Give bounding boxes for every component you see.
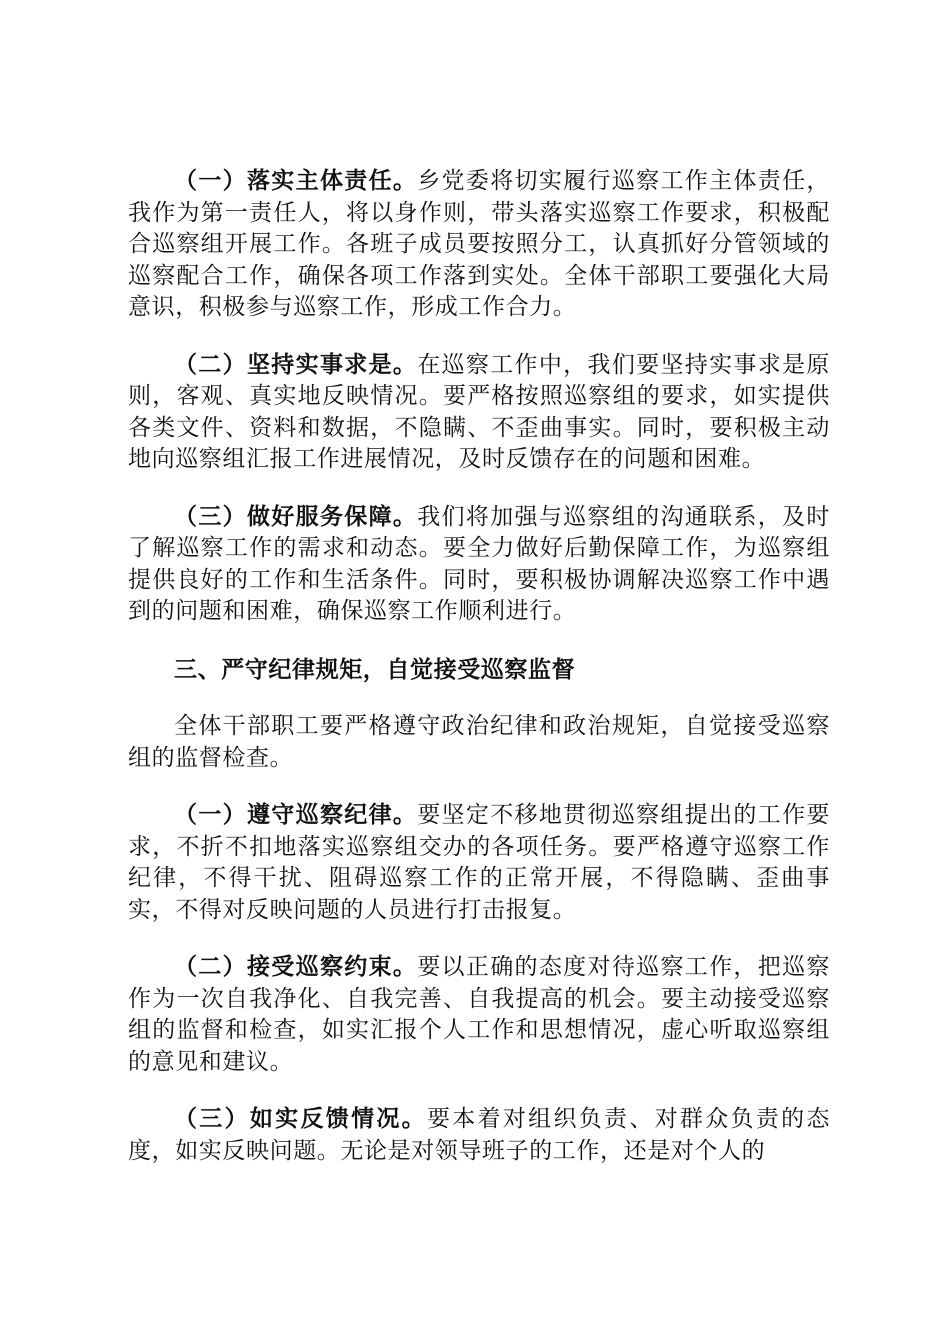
paragraph-5	[128, 711, 830, 774]
paragraph-6-lead: （一）遵守巡察纪律。	[174, 802, 418, 828]
paragraph-8	[128, 1104, 830, 1167]
paragraph-3-text: 我们将加强与巡察组的沟通联系，及时了解巡察工作的需求和动态。要全力做好后勤保障工作，为巡察组提供良好的工作和生活条件。同时，要积极协调解决巡察工作中遇到的问题和困难，确保巡察工作顺利进行。	[128, 503, 831, 624]
paragraph-5-text: 全体干部职工要严格遵守政治纪律和政治规矩，自觉接受巡察组的监督检查。	[128, 713, 830, 771]
paragraph-8-text: 要本着对组织负责、对群众负责的态度，如实反映问题。无论是对领导班子的工作，还是对个人的	[128, 1106, 831, 1164]
paragraph-7-lead: （二）接受巡察约束。	[174, 954, 418, 980]
paragraph-1	[128, 166, 830, 324]
paragraph-2-text: 在巡察工作中，我们要坚持实事求是原则，客观、真实地反映情况。要严格按照巡察组的要求，如实提供各类文件、资料和数据，不隐瞒、不歪曲事实。同时，要积极主动地向巡察组汇报工作进展情况，及时反馈存在的问题和困难。	[128, 351, 831, 472]
paragraph-6	[128, 800, 830, 926]
paragraph-7-text: 要以正确的态度对待巡察工作，把巡察作为一次自我净化、自我完善、自我提高的机会。要主动接受巡察组的监督和检查，如实汇报个人工作和思想情况，虚心听取巡察组的意见和建议。	[128, 954, 831, 1075]
paragraph-7	[128, 952, 830, 1078]
paragraph-1-text: 乡党委将切实履行巡察工作主体责任，我作为第一责任人，将以身作则，带头落实巡察工作要求，积极配合巡察组开展工作。各班子成员要按照分工，认真抓好分管领域的巡察配合工作，确保各项工作落到实处。全体干部职工要强化大局意识，积极参与巡察工作，形成工作合力。	[128, 168, 831, 320]
paragraph-3-lead: （三）做好服务保障。	[174, 503, 418, 530]
paragraph-3	[128, 502, 830, 628]
section-heading: 三、严守纪律规矩，自觉接受巡察监督	[174, 655, 576, 683]
paragraph-2-lead: （二）坚持实事求是。	[174, 351, 418, 378]
paragraph-6-text: 要坚定不移地贯彻巡察组提出的工作要求，不折不扣地落实巡察组交办的各项任务。要严格遵守巡察工作纪律，不得干扰、阻碍巡察工作的正常开展，不得隐瞒、歪曲事实，不得对反映问题的人员进行打击报复。	[128, 802, 831, 923]
paragraph-1-lead: （一）落实主体责任。	[174, 168, 418, 194]
document-body	[128, 166, 830, 1193]
paragraph-8-lead: （三）如实反馈情况。	[174, 1106, 427, 1132]
paragraph-2	[128, 350, 830, 476]
